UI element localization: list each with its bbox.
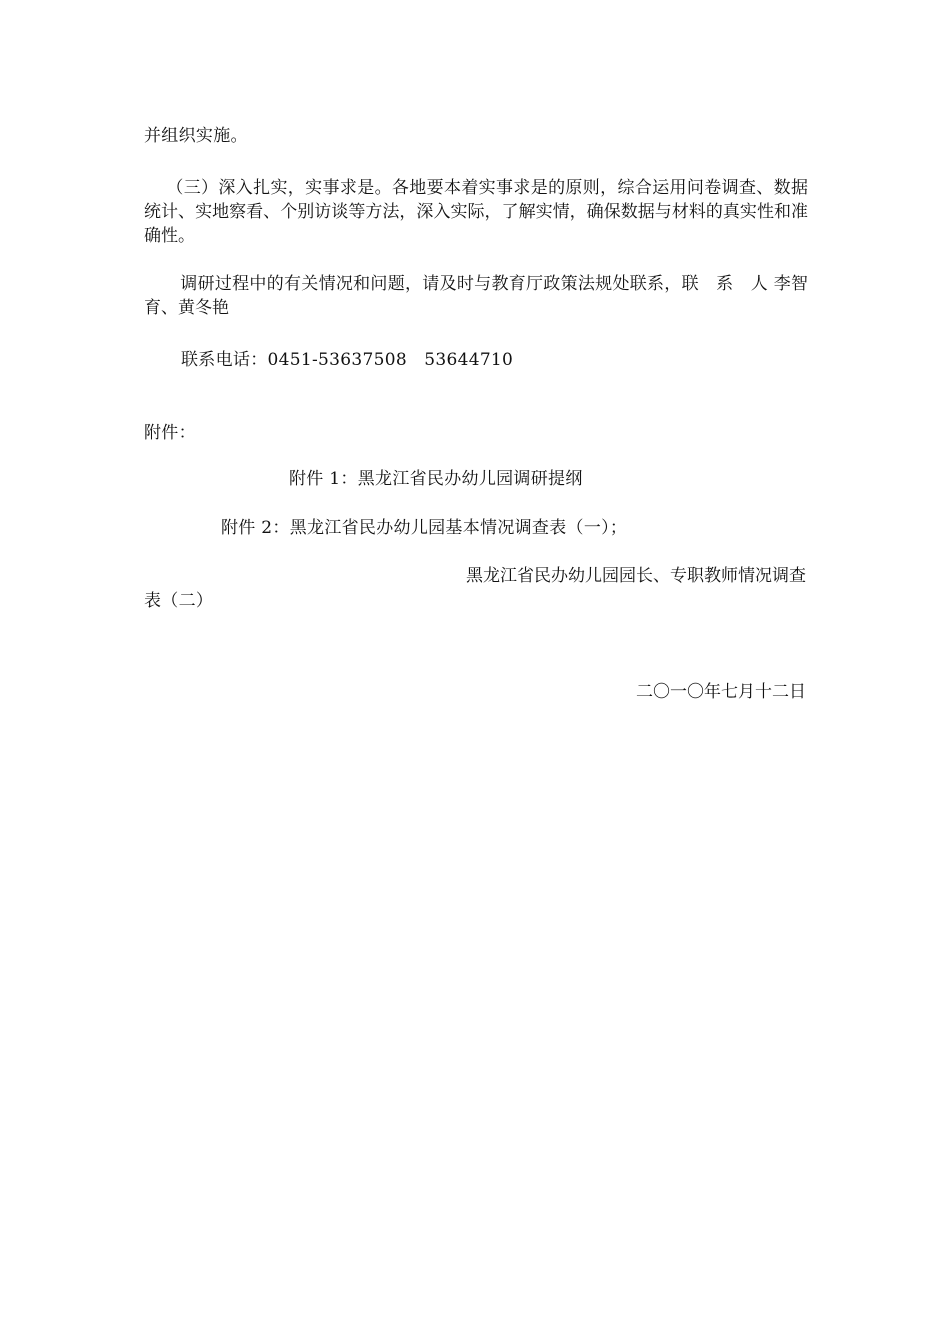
paragraph-continuation: 并组织实施。 [144, 126, 248, 146]
contact-paragraph [144, 272, 808, 320]
attachments-label: 附件： [144, 423, 196, 443]
attachment-1: 附件 1：黑龙江省民办幼儿园调研提纲 [289, 469, 583, 489]
document-date: 二〇一〇年七月十二日 [636, 682, 806, 702]
section-3-paragraph [144, 176, 808, 248]
section-3-text: （三）深入扎实，实事求是。各地要本着实事求是的原则，综合运用问卷调查、数据统计、实地察看、个别访谈等方法，深入实际，了解实情，确保数据与材料的真实性和准确性。 [144, 178, 808, 246]
attachment-2: 附件 2：黑龙江省民办幼儿园基本情况调查表（一）； [221, 518, 628, 538]
attachment-3-line1: 黑龙江省民办幼儿园园长、专职教师情况调查 [466, 566, 806, 586]
phone-line: 联系电话：0451-53637508 53644710 [181, 350, 514, 370]
attachment-3-line2: 表（二） [144, 591, 214, 611]
contact-text: 调研过程中的有关情况和问题，请及时与教育厅政策法规处联系，联 系 人 李智育、黄冬艳 [144, 274, 808, 318]
